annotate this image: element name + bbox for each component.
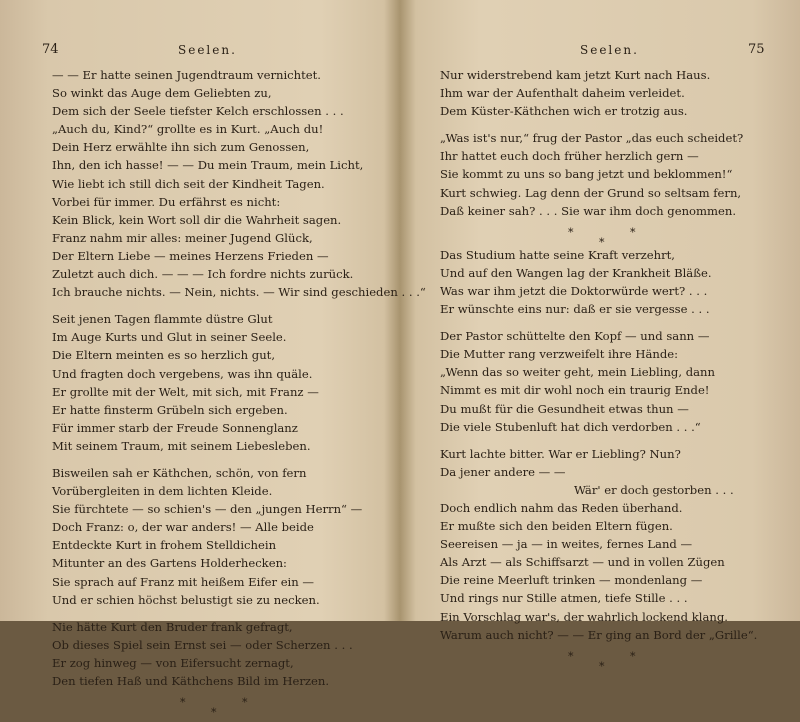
verse-line: Doch Franz: o, der war anders! — Alle beide bbox=[52, 520, 314, 535]
verse-line: Ob dieses Spiel sein Ernst sei — oder Scherzen . . . bbox=[52, 637, 353, 652]
verse-line: Der Eltern Liebe — meines Herzens Frieden — bbox=[52, 248, 329, 263]
asterisk: * bbox=[630, 225, 636, 239]
verse-line: Sie fürchtete — so schien's — den „jungen Herrn“ — bbox=[52, 502, 363, 517]
stanza-break bbox=[440, 436, 757, 445]
verse-line: Nimmt es mit dir wohl noch ein traurig Ende! bbox=[440, 383, 710, 398]
verse-line: Warum auch nicht? — — Er ging an Bord der „Grille“. bbox=[440, 627, 758, 642]
verse-line: Die reine Meerluft trinken — mondenlang — bbox=[440, 573, 703, 588]
verse-line: Im Auge Kurts und Glut in seiner Seele. bbox=[52, 330, 287, 345]
verse-line: Dem Küster-Käthchen wich er trotzig aus. bbox=[440, 104, 688, 119]
section-divider bbox=[52, 690, 426, 720]
stanza-break bbox=[52, 609, 426, 618]
verse-line: Er wünschte eins nur: daß er sie vergesse . . . bbox=[440, 302, 710, 317]
verse-line: Mitunter an des Gartens Holderhecken: bbox=[52, 556, 287, 571]
asterisk: * bbox=[568, 649, 574, 663]
verse-line: Ihr hattet euch doch früher herzlich gern — bbox=[440, 149, 699, 164]
verse-line: Und auf den Wangen lag der Krankheit Bläße. bbox=[440, 265, 712, 280]
verse-line: Kurt lachte bitter. War er Liebling? Nun? bbox=[440, 446, 681, 461]
stanza-break bbox=[440, 318, 757, 327]
stanza-break bbox=[440, 120, 757, 129]
right-page bbox=[400, 0, 800, 673]
verse-line: Als Arzt — als Schiffsarzt — und in vollen Zügen bbox=[440, 555, 725, 570]
verse-line: Was war ihm jetzt die Doktorwürde wert? . . . bbox=[440, 283, 708, 298]
asterisk: * bbox=[599, 235, 605, 249]
section-divider bbox=[440, 644, 757, 673]
asterisk: * bbox=[568, 225, 574, 239]
verse-line: Den tiefen Haß und Käthchens Bild im Herzen. bbox=[52, 674, 330, 688]
verse-line: Er zog hinweg — von Eifersucht zernagt, bbox=[52, 655, 294, 670]
verse-line: So winkt das Auge dem Geliebten zu, bbox=[52, 86, 272, 101]
verse-line: Nie hätte Kurt den Bruder frank gefragt, bbox=[52, 619, 293, 634]
verse-line: Dem sich der Seele tiefster Kelch erschlossen . . . bbox=[52, 104, 344, 119]
verse-line: Seit jenen Tagen flammte düstre Glut bbox=[52, 312, 273, 327]
verse-line: Ihn, den ich hasse! — — Du mein Traum, mein Licht, bbox=[52, 158, 364, 173]
verse-line: Wie liebt ich still dich seit der Kindheit Tagen. bbox=[52, 176, 325, 191]
section-divider bbox=[440, 220, 757, 249]
verse-line: „Was ist's nur,“ frug der Pastor „das euch scheidet? bbox=[440, 131, 744, 146]
left-text bbox=[52, 66, 426, 720]
asterisk: * bbox=[242, 696, 248, 710]
verse-line: Franz nahm mir alles: meiner Jugend Glück, bbox=[52, 230, 313, 245]
page-number: 74 bbox=[42, 42, 59, 57]
verse-line: „Auch du, Kind?“ grollte es in Kurt. „Auch du! bbox=[52, 122, 324, 137]
verse-line: Vorübergleiten in dem lichten Kleide. bbox=[52, 484, 273, 499]
verse-line: Doch endlich nahm das Reden überhand. bbox=[440, 500, 683, 515]
verse-line: — — Er hatte seinen Jugendtraum vernichtet. bbox=[52, 68, 321, 82]
verse-line: Und fragten doch vergebens, was ihn quäle. bbox=[52, 366, 313, 381]
running-title: Seelen. bbox=[580, 43, 639, 57]
verse-line: Mit seinem Traum, mit seinem Liebesleben. bbox=[52, 438, 311, 453]
verse-line: Er grollte mit der Welt, mit sich, mit Franz — bbox=[52, 384, 319, 399]
verse-line: Der Pastor schüttelte den Kopf — und sann — bbox=[440, 329, 710, 344]
verse-line: Die Mutter rang verzweifelt ihre Hände: bbox=[440, 347, 679, 362]
running-title: Seelen. bbox=[178, 43, 237, 57]
asterisk: * bbox=[180, 696, 186, 710]
verse-line: „Wenn das so weiter geht, mein Liebling, dann bbox=[440, 365, 715, 380]
verse-line: Und er schien höchst belustigt sie zu necken. bbox=[52, 592, 320, 607]
verse-line: Kurt schwieg. Lag denn der Grund so seltsam fern, bbox=[440, 185, 742, 200]
verse-line: Du mußt für die Gesundheit etwas thun — bbox=[440, 401, 689, 416]
verse-line: Er hatte finsterm Grübeln sich ergeben. bbox=[52, 402, 288, 417]
verse-line: Für immer starb der Freude Sonnenglanz bbox=[52, 420, 298, 435]
verse-line: Da jener andere — — bbox=[440, 464, 566, 479]
verse-line: Kein Blick, kein Wort soll dir die Wahrheit sagen. bbox=[52, 212, 342, 227]
verse-line: Vorbei für immer. Du erfährst es nicht: bbox=[52, 194, 281, 209]
verse-line: Wär' er doch gestorben . . . bbox=[574, 482, 734, 497]
asterisk: * bbox=[599, 659, 605, 673]
stanza-break bbox=[52, 301, 426, 310]
verse-line: Ich brauche nichts. — Nein, nichts. — Wir sind geschieden . . .“ bbox=[52, 285, 426, 300]
asterisk: * bbox=[630, 649, 636, 663]
verse-line: Seereisen — ja — in weites, fernes Land — bbox=[440, 537, 693, 552]
verse-line: Und rings nur Stille atmen, tiefe Stille . . . bbox=[440, 591, 688, 606]
verse-line: Das Studium hatte seine Kraft verzehrt, bbox=[440, 247, 675, 262]
verse-line: Bisweilen sah er Käthchen, schön, von fern bbox=[52, 465, 307, 480]
verse-line: Sie sprach auf Franz mit heißem Eifer ein — bbox=[52, 574, 315, 589]
verse-line: Er mußte sich den beiden Eltern fügen. bbox=[440, 519, 673, 534]
verse-line: Zuletzt auch dich. — — — Ich fordre nichts zurück. bbox=[52, 267, 354, 282]
verse-line: Ihm war der Aufenthalt daheim verleidet. bbox=[440, 86, 685, 101]
verse-line: Dein Herz erwählte ihn sich zum Genossen, bbox=[52, 140, 310, 155]
verse-line: Die viele Stubenluft hat dich verdorben . . .“ bbox=[440, 419, 701, 434]
asterisk: * bbox=[211, 706, 217, 720]
verse-line: Nur widerstrebend kam jetzt Kurt nach Haus. bbox=[440, 68, 711, 82]
right-text bbox=[440, 66, 758, 673]
verse-line: Daß keiner sah? . . . Sie war ihm doch genommen. bbox=[440, 203, 737, 218]
verse-line: Entdeckte Kurt in frohem Stelldichein bbox=[52, 538, 277, 553]
page-number: 75 bbox=[748, 42, 765, 57]
stanza-break bbox=[52, 455, 426, 464]
verse-line: Die Eltern meinten es so herzlich gut, bbox=[52, 348, 276, 363]
verse-line: Sie kommt zu uns so bang jetzt und beklommen!“ bbox=[440, 167, 733, 182]
verse-line: Ein Vorschlag war's, der wahrlich lockend klang. bbox=[440, 609, 728, 624]
